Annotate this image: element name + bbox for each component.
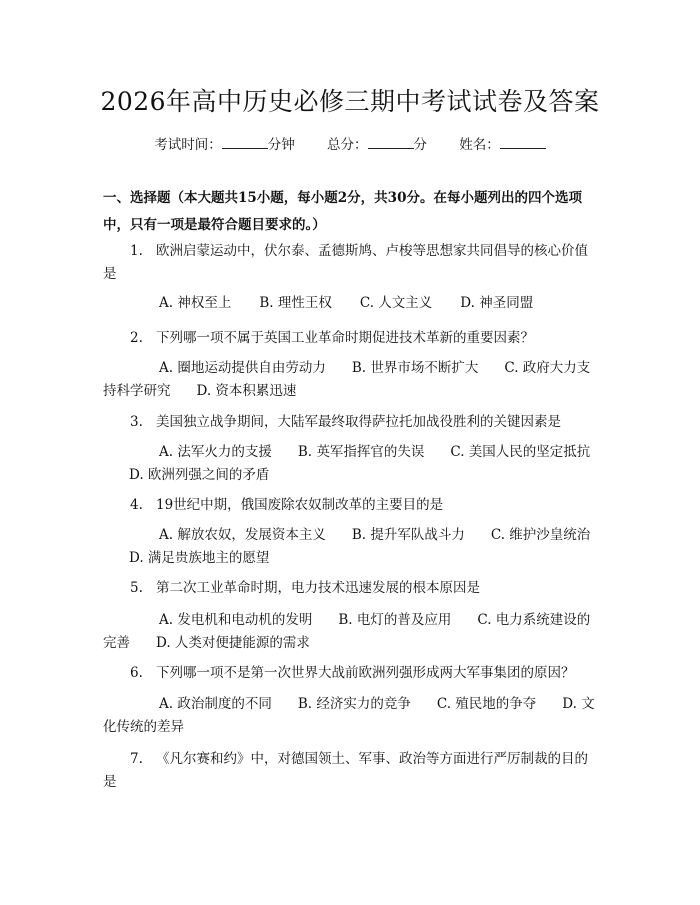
option-a: A. 政治制度的不同: [159, 696, 272, 712]
exam-info-line: [0, 133, 700, 153]
name-label: 姓名：: [459, 137, 500, 153]
question-7: [103, 748, 598, 794]
question-4: [103, 494, 598, 517]
question-2-options: [103, 357, 598, 403]
name-blank: [500, 136, 546, 149]
option-d: D. 神圣同盟: [460, 295, 534, 311]
option-a: A. 解放农奴，发展资本主义: [159, 527, 326, 543]
option-c: C. 殖民地的争夺: [436, 696, 537, 712]
question-number: 3.: [130, 414, 143, 430]
option-b: B. 电灯的普及应用: [338, 612, 452, 628]
question-number: 5.: [130, 580, 143, 596]
option-a: A. 发电机和电动机的发明: [159, 612, 313, 628]
question-6: [103, 662, 598, 685]
question-number: 4.: [130, 497, 143, 513]
option-a: A. 神权至上: [159, 295, 232, 311]
question-number: 7.: [130, 751, 143, 767]
question-2: [103, 327, 598, 350]
option-b: B. 理性王权: [259, 295, 332, 311]
total-score-unit: 分: [413, 137, 427, 153]
question-4-options: [103, 524, 598, 570]
page-title: 2026年高中历史必修三期中考试试卷及答案: [100, 87, 600, 116]
option-c: C. 人文主义: [359, 295, 433, 311]
option-c: C. 美国人民的坚定抵抗: [450, 444, 591, 460]
option-c: C. 维护沙皇统治: [490, 527, 591, 543]
total-score-field: [327, 137, 427, 153]
question-number: 2.: [130, 330, 143, 346]
exam-time-blank: [222, 136, 268, 149]
total-score-blank: [368, 136, 414, 149]
exam-time-label: 考试时间：: [154, 137, 222, 153]
question-1: [103, 240, 598, 286]
question-stem: 美国独立战争期间，大陆军最终取得萨拉托加战役胜利的关键因素是: [156, 414, 561, 430]
question-3: [103, 411, 598, 434]
total-score-label: 总分：: [327, 137, 368, 153]
question-stem: 《凡尔赛和约》中，对德国领土、军事、政治等方面进行严厉制裁的目的是: [103, 751, 588, 790]
question-5-options: [103, 609, 598, 655]
option-d: D. 文化传统的差异: [103, 696, 595, 735]
option-b: B. 提升军队战斗力: [351, 527, 465, 543]
option-b: B. 世界市场不断扩大: [351, 360, 479, 376]
option-b: B. 经济实力的竞争: [297, 696, 411, 712]
question-6-options: [103, 693, 598, 739]
option-b: B. 英军指挥官的失误: [297, 444, 425, 460]
exam-time-field: [154, 137, 295, 153]
option-a: A. 圈地运动提供自由劳动力: [159, 360, 326, 376]
option-a: A. 法军火力的支援: [159, 444, 272, 460]
question-3-options: [103, 441, 598, 487]
question-1-options: [103, 292, 598, 315]
section-heading: 一、选择题（本大题共15小题，每小题2分，共30分。在每小题列出的四个选项中，只有一项是最符合题目要求的。）: [103, 190, 582, 233]
option-d: D. 欧洲列强之间的矛盾: [129, 467, 270, 483]
question-stem: 下列哪一项不是第一次世界大战前欧洲列强形成两大军事集团的原因？: [156, 665, 575, 681]
question-stem: 下列哪一项不属于英国工业革命时期促进技术革新的重要因素？: [156, 330, 534, 346]
option-d: D. 人类对便捷能源的需求: [156, 635, 310, 651]
name-field: [459, 137, 546, 153]
option-c: C. 电力系统建设的完善: [103, 612, 591, 651]
question-number: 6.: [130, 665, 143, 681]
option-c: C. 政府大力支持科学研究: [103, 360, 591, 399]
question-stem: 欧洲启蒙运动中，伏尔泰、孟德斯鸠、卢梭等思想家共同倡导的核心价值是: [103, 243, 588, 282]
option-d: D. 满足贵族地主的愿望: [129, 550, 270, 566]
question-number: 1.: [130, 243, 143, 259]
question-stem: 19世纪中期，俄国废除农奴制改革的主要目的是: [156, 497, 444, 513]
question-5: [103, 577, 598, 600]
exam-time-unit: 分钟: [267, 137, 295, 153]
option-d: D. 资本积累迅速: [196, 383, 297, 399]
question-stem: 第二次工业革命时期，电力技术迅速发展的根本原因是: [156, 580, 480, 596]
